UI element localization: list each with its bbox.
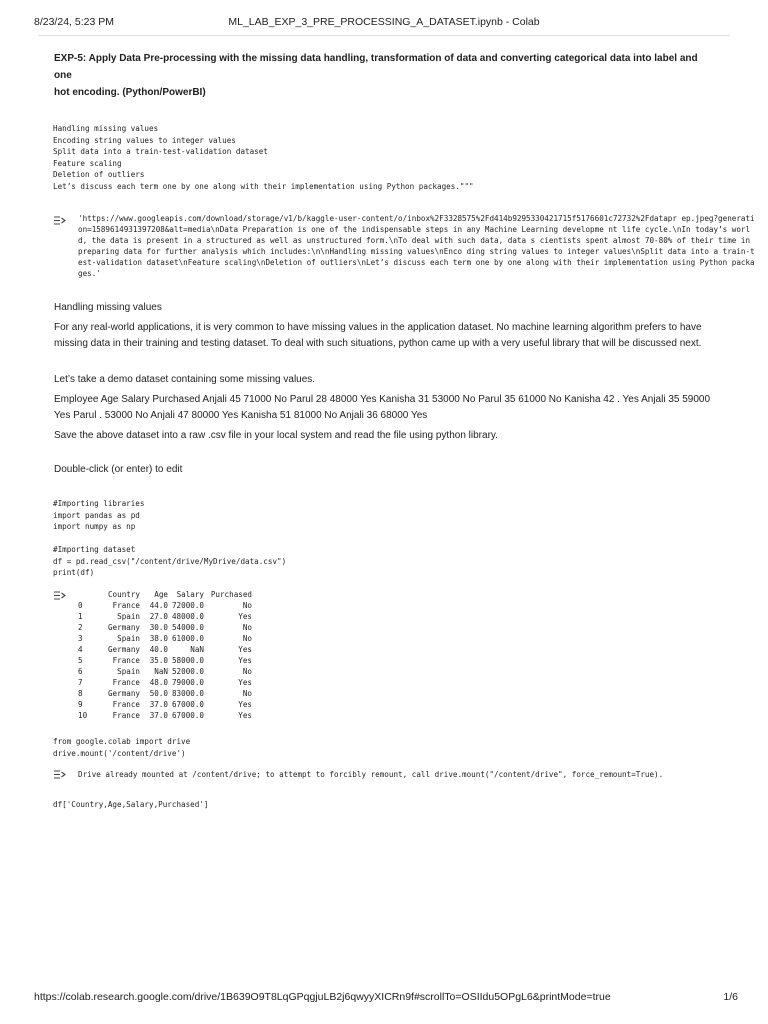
code-cell-drive-mount[interactable]: from google.colab import drive drive.mount('/content/drive') xyxy=(53,737,191,758)
code-cell-df-select[interactable]: df['Country,Age,Salary,Purchased'] xyxy=(53,800,209,809)
cell-index: 3 xyxy=(78,634,83,643)
cell-country: Spain xyxy=(117,612,140,621)
cell-country: France xyxy=(112,601,140,610)
cell-age: 35.0 xyxy=(149,656,168,665)
cell-age: 30.0 xyxy=(149,623,168,632)
code-cell-docstring[interactable]: Handling missing values Encoding string values to integer values Split data into a train-test-validation dataset Feature scaling Deletion of outliers Let’s discuss each term one by one along with their implementation using Python packages.""" xyxy=(53,124,474,191)
heading-line-2: hot encoding. (Python/PowerBI) xyxy=(54,87,206,98)
dataframe-table xyxy=(78,589,252,721)
column-header: Purchased xyxy=(210,590,252,599)
page-number: 1/6 xyxy=(723,991,738,1003)
cell-purchased: Yes xyxy=(238,612,252,621)
cell-salary: 67000.0 xyxy=(171,700,204,709)
cell-salary: 72000.0 xyxy=(171,601,204,610)
markdown-paragraph-1: For any real-world applications, it is very common to have missing values in the application dataset. No machine learning algorithm prefers to have missing data in their training and testing dataset. To deal with such situations, python came up with a very useful library that will be discussed next. xyxy=(54,322,702,349)
cell-age: 27.0 xyxy=(149,612,168,621)
cell-index: 5 xyxy=(78,656,83,665)
cell-index: 10 xyxy=(78,711,88,720)
cell-index: 7 xyxy=(78,678,83,687)
cell-age: 37.0 xyxy=(149,700,168,709)
markdown-paragraph-4: Save the above dataset into a raw .csv file in your local system and read the file using python library. xyxy=(54,430,498,441)
edit-hint[interactable]: Double-click (or enter) to edit xyxy=(54,464,183,475)
table-row xyxy=(78,633,252,644)
output-toggle-icon[interactable] xyxy=(53,590,67,601)
table-row xyxy=(78,622,252,633)
table-row xyxy=(78,611,252,622)
dataframe-output xyxy=(78,589,252,721)
cell-purchased: Yes xyxy=(238,700,252,709)
markdown-paragraph-2: Let’s take a demo dataset containing some missing values. xyxy=(54,374,316,385)
table-row xyxy=(78,699,252,710)
cell-country: Germany xyxy=(107,623,140,632)
output-text-1: 'https://www.googleapis.com/download/storage/v1/b/kaggle-user-content/o/inbox%2F3328575%2Fd414b9295330421715f5176601c72732%2Fdatapr ep.jpeg?generation=1589614931397208&alt=media\nData Preparation is one of the indispensable steps in any Machine Learning developme nt life cycle.\nIn today’s world, the data is present in a structured as well as unstructured form.\nTo deal with such data, data s cientists spent almost 70-80% of their time in preparing data for further analysis which includes:\n\nHandling missing values\nEnco ding string values to integer values\nSplit data into a train-test-validation dataset\nFeature scaling\nDeletion of outliers\nLet’s discuss each term one by one along with their implementation using Python packages.' xyxy=(78,214,755,278)
column-header: Salary xyxy=(176,590,204,599)
cell-purchased: No xyxy=(242,667,252,676)
cell-salary: 79000.0 xyxy=(171,678,204,687)
table-row xyxy=(78,655,252,666)
experiment-heading xyxy=(54,50,714,101)
output-toggle-icon[interactable] xyxy=(53,215,67,226)
cell-age: 50.0 xyxy=(149,689,168,698)
cell-salary: 58000.0 xyxy=(171,656,204,665)
cell-index: 9 xyxy=(78,700,83,709)
cell-age: 37.0 xyxy=(149,711,168,720)
notebook-title: ML_LAB_EXP_3_PRE_PROCESSING_A_DATASET.ipynb - Colab xyxy=(228,16,540,28)
cell-country: France xyxy=(112,711,140,720)
heading-line-1: EXP-5: Apply Data Pre-processing with the missing data handling, transformation of data and converting categorical data into label and one xyxy=(54,53,698,81)
cell-purchased: No xyxy=(242,689,252,698)
cell-country: Germany xyxy=(107,689,140,698)
table-row xyxy=(78,677,252,688)
cell-purchased: No xyxy=(242,623,252,632)
cell-index: 4 xyxy=(78,645,83,654)
column-header: Age xyxy=(154,590,168,599)
header-divider xyxy=(38,35,730,36)
cell-country: Spain xyxy=(117,667,140,676)
cell-country: France xyxy=(112,700,140,709)
cell-country: France xyxy=(112,656,140,665)
cell-country: France xyxy=(112,678,140,687)
print-datetime: 8/23/24, 5:23 PM xyxy=(34,16,114,28)
cell-salary: 67000.0 xyxy=(171,711,204,720)
table-row xyxy=(78,600,252,611)
cell-purchased: No xyxy=(242,634,252,643)
column-header: Country xyxy=(107,590,140,599)
cell-purchased: Yes xyxy=(238,656,252,665)
cell-country: Spain xyxy=(117,634,140,643)
table-row xyxy=(78,688,252,699)
cell-index: 2 xyxy=(78,623,83,632)
cell-salary: 52000.0 xyxy=(171,667,204,676)
output-text-drive: Drive already mounted at /content/drive; to attempt to forcibly remount, call drive.mount("/content/drive", force_remount=True). xyxy=(78,770,664,779)
page-url: https://colab.research.google.com/drive/1B639O9T8LqGPqgjuLB2j6qwyyXICRn9f#scrollTo=OSIIdu5OPgL6&printMode=true xyxy=(34,991,611,1003)
cell-country: Germany xyxy=(107,645,140,654)
cell-salary: 48000.0 xyxy=(171,612,204,621)
cell-age: 44.0 xyxy=(149,601,168,610)
print-footer xyxy=(34,991,738,1005)
cell-age: 48.0 xyxy=(149,678,168,687)
code-cell-import[interactable]: #Importing libraries import pandas as pd import numpy as np #Importing dataset df = pd.read_csv("/content/drive/MyDrive/data.csv") print(df) xyxy=(53,499,287,577)
cell-salary: 83000.0 xyxy=(171,689,204,698)
table-row xyxy=(78,666,252,677)
table-row xyxy=(78,644,252,655)
cell-index: 6 xyxy=(78,667,83,676)
cell-index: 1 xyxy=(78,612,83,621)
cell-salary: NaN xyxy=(190,645,204,654)
table-row xyxy=(78,710,252,721)
dataframe-header-row xyxy=(78,589,252,600)
cell-purchased: Yes xyxy=(238,711,252,720)
cell-age: 40.0 xyxy=(149,645,168,654)
cell-index: 0 xyxy=(78,601,83,610)
cell-purchased: Yes xyxy=(238,678,252,687)
dataframe-body xyxy=(78,600,252,721)
markdown-paragraph-3: Employee Age Salary Purchased Anjali 45 71000 No Parul 28 48000 Yes Kanisha 31 53000 No Parul 35 61000 No Kanisha 42 . Yes Anjali 35 59000 Yes Parul . 53000 No Anjali 47 80000 Yes Kanisha 51 81000 No Anjali 36 68000 Yes xyxy=(54,394,711,421)
markdown-handling-title: Handling missing values xyxy=(54,302,162,313)
cell-purchased: Yes xyxy=(238,645,252,654)
cell-age: 38.0 xyxy=(149,634,168,643)
output-toggle-icon[interactable] xyxy=(53,769,67,780)
cell-purchased: No xyxy=(242,601,252,610)
cell-salary: 54000.0 xyxy=(171,623,204,632)
cell-salary: 61000.0 xyxy=(171,634,204,643)
cell-index: 8 xyxy=(78,689,83,698)
print-header xyxy=(34,16,734,30)
cell-age: NaN xyxy=(154,667,168,676)
